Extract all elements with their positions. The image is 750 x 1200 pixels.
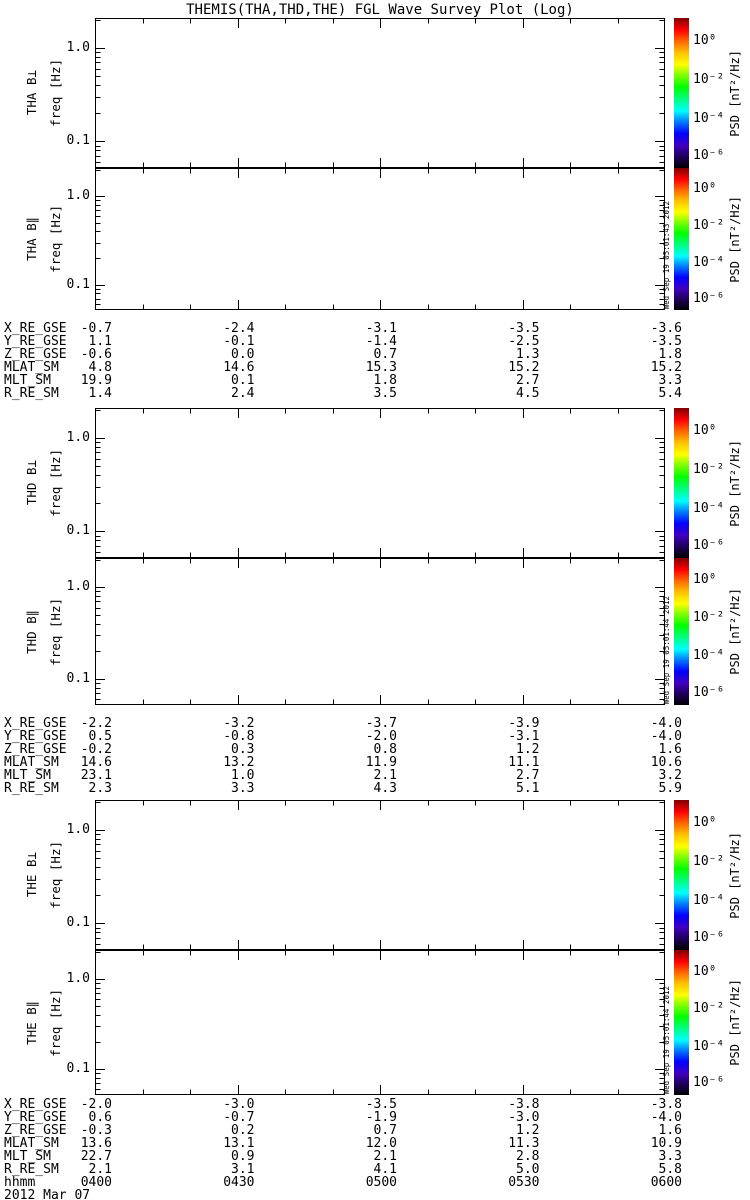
ephemeris-value: 5.1 bbox=[516, 781, 540, 796]
ephemeris-value: 14.6 bbox=[80, 755, 112, 770]
ephemeris-value: 11.3 bbox=[508, 1136, 540, 1151]
colorbar-tick-label: 10⁰ bbox=[693, 32, 717, 48]
panel-label-THD-1-text: THD B∥ bbox=[23, 609, 39, 654]
panel-label-THA-0-text: THA B⊥ bbox=[23, 70, 39, 116]
colorbar-tick-label: 10⁻⁶ bbox=[693, 290, 725, 306]
ephemeris-value: 1.8 bbox=[658, 347, 682, 362]
ephemeris-row-label: MLAT_SM bbox=[4, 360, 59, 375]
psd-axis-label-THE-0-text: PSD [nT²/Hz] bbox=[728, 831, 742, 919]
creation-timestamp-text: Wed Sep 19 05:01:44 2012 bbox=[661, 985, 671, 1094]
ephemeris-value: 1.6 bbox=[658, 1123, 682, 1138]
ephemeris-value: 0.8 bbox=[373, 742, 397, 757]
time-tick-label: 0430 bbox=[223, 1175, 255, 1190]
ephemeris-row-label: R_RE_SM bbox=[4, 781, 59, 796]
ephemeris-value: -3.5 bbox=[650, 334, 682, 349]
freq-tick-label: 1.0 bbox=[66, 821, 90, 837]
ephemeris-value: 4.8 bbox=[88, 360, 112, 375]
colorbar-tick-label: 10⁰ bbox=[693, 181, 717, 197]
ephemeris-value: -3.5 bbox=[365, 1097, 397, 1112]
ephemeris-row-label: Z_RE_GSE bbox=[4, 742, 67, 757]
colorbar-tick-label: 10⁻⁴ bbox=[693, 1039, 725, 1055]
ephemeris-value: -1.4 bbox=[365, 334, 397, 349]
ephemeris-value: 10.9 bbox=[650, 1136, 682, 1151]
colorbar-THE-1 bbox=[674, 950, 689, 1095]
ephemeris-value: -3.7 bbox=[365, 716, 397, 731]
colorbar-tick-label: 10⁰ bbox=[693, 422, 717, 438]
freq-tick-label: 0.1 bbox=[66, 1061, 90, 1077]
ephemeris-row-label: MLAT_SM bbox=[4, 1136, 59, 1151]
spectrogram-panel-THA-0 bbox=[95, 18, 665, 168]
ephemeris-value: 10.6 bbox=[650, 755, 682, 770]
ephemeris-value: -0.6 bbox=[80, 347, 112, 362]
ephemeris-row-label: X_RE_GSE bbox=[4, 1097, 67, 1112]
ephemeris-value: 0.6 bbox=[88, 1110, 112, 1125]
ephemeris-row-label: X_RE_GSE bbox=[4, 321, 67, 336]
freq-tick-label: 1.0 bbox=[66, 970, 90, 986]
ephemeris-value: 0.7 bbox=[373, 1123, 397, 1138]
ephemeris-value: 0.2 bbox=[231, 1123, 255, 1138]
ephemeris-value: -0.7 bbox=[80, 321, 112, 336]
ephemeris-value: 4.5 bbox=[516, 386, 540, 401]
ephemeris-row-label: Z_RE_GSE bbox=[4, 347, 67, 362]
ephemeris-value: 0.1 bbox=[231, 373, 255, 388]
colorbar-THA-0 bbox=[674, 18, 689, 168]
ephemeris-row-label: Z_RE_GSE bbox=[4, 1123, 67, 1138]
ephemeris-value: 19.9 bbox=[80, 373, 112, 388]
colorbar-THD-0 bbox=[674, 408, 689, 558]
ephemeris-value: 2.1 bbox=[373, 1149, 397, 1164]
date-label: 2012 Mar 07 bbox=[4, 1188, 91, 1200]
ephemeris-value: 1.8 bbox=[373, 373, 397, 388]
ephemeris-value: 2.3 bbox=[88, 781, 112, 796]
ephemeris-value: -3.5 bbox=[508, 321, 540, 336]
freq-tick-label: 1.0 bbox=[66, 39, 90, 55]
panel-label-THE-1 bbox=[22, 950, 40, 1095]
spectrogram-panel-THE-0 bbox=[95, 800, 665, 950]
freq-axis-label-THE-0-text: freq [Hz] bbox=[47, 841, 63, 909]
ephemeris-value: 1.1 bbox=[88, 334, 112, 349]
ephemeris-value: 1.2 bbox=[516, 742, 540, 757]
colorbar-THE-0 bbox=[674, 800, 689, 950]
ephemeris-value: 0.5 bbox=[88, 729, 112, 744]
ephemeris-value: 5.4 bbox=[658, 386, 682, 401]
ephemeris-value: 13.1 bbox=[223, 1136, 255, 1151]
freq-tick-label: 0.1 bbox=[66, 670, 90, 686]
ephemeris-row-label: MLT_SM bbox=[4, 373, 51, 388]
ephemeris-value: -3.8 bbox=[650, 1097, 682, 1112]
ephemeris-value: -2.4 bbox=[223, 321, 255, 336]
colorbar-tick-label: 10⁻⁶ bbox=[693, 930, 725, 945]
ephemeris-value: 2.1 bbox=[88, 1162, 112, 1177]
ephemeris-value: 0.9 bbox=[231, 1149, 255, 1164]
ephemeris-value: 4.3 bbox=[373, 781, 397, 796]
colorbar-tick-label: 10⁰ bbox=[693, 572, 717, 588]
time-tick-label: 0530 bbox=[508, 1175, 540, 1190]
creation-timestamp-THD bbox=[661, 558, 671, 705]
ephemeris-value: 5.0 bbox=[516, 1162, 540, 1177]
ephemeris-value: 3.1 bbox=[231, 1162, 255, 1177]
ephemeris-value: 1.0 bbox=[231, 768, 255, 783]
freq-axis-label-THE-1-text: freq [Hz] bbox=[47, 988, 63, 1057]
psd-axis-label-THA-1 bbox=[726, 168, 744, 310]
ephemeris-row-label: MLT_SM bbox=[4, 768, 51, 783]
ephemeris-value: 0.3 bbox=[231, 742, 255, 757]
ephemeris-value: 11.1 bbox=[508, 755, 540, 770]
psd-axis-label-THD-1 bbox=[726, 558, 744, 705]
ephemeris-value: 2.1 bbox=[373, 768, 397, 783]
colorbar-tick-label: 10⁻⁴ bbox=[693, 892, 725, 908]
ephemeris-value: 23.1 bbox=[80, 768, 112, 783]
ephemeris-value: 1.6 bbox=[658, 742, 682, 757]
creation-timestamp-THA bbox=[661, 168, 671, 310]
colorbar-tick-label: 10⁻⁶ bbox=[693, 685, 725, 701]
spectrogram-panel-THA-1 bbox=[95, 168, 665, 310]
ephemeris-value: -3.6 bbox=[650, 321, 682, 336]
ephemeris-row-label: MLAT_SM bbox=[4, 755, 59, 770]
colorbar-tick-label: 10⁻⁶ bbox=[693, 538, 725, 553]
ephemeris-value: 1.3 bbox=[516, 347, 540, 362]
colorbar-tick-label: 10⁻² bbox=[693, 610, 725, 626]
ephemeris-value: -0.2 bbox=[80, 742, 112, 757]
panel-label-THA-0 bbox=[22, 18, 40, 168]
ephemeris-value: -0.3 bbox=[80, 1123, 112, 1138]
ephemeris-value: 1.4 bbox=[88, 386, 112, 401]
ephemeris-value: 13.6 bbox=[80, 1136, 112, 1151]
ephemeris-value: 1.2 bbox=[516, 1123, 540, 1138]
panel-label-THD-0 bbox=[22, 408, 40, 558]
psd-axis-label-THD-1-text: PSD [nT²/Hz] bbox=[728, 588, 742, 675]
ephemeris-value: -4.0 bbox=[650, 1110, 682, 1125]
psd-axis-label-THE-1 bbox=[726, 950, 744, 1095]
ephemeris-row-label: R_RE_SM bbox=[4, 1162, 59, 1177]
ephemeris-value: -3.0 bbox=[223, 1097, 255, 1112]
colorbar-tick-label: 10⁻⁴ bbox=[693, 648, 725, 664]
ephemeris-row-label: Y_RE_GSE bbox=[4, 729, 67, 744]
ephemeris-value: -3.0 bbox=[508, 1110, 540, 1125]
psd-axis-label-THA-0-text: PSD [nT²/Hz] bbox=[728, 49, 742, 137]
colorbar-tick-label: 10⁰ bbox=[693, 963, 717, 979]
ephemeris-value: 5.9 bbox=[658, 781, 682, 796]
ephemeris-value: 3.3 bbox=[231, 781, 255, 796]
ephemeris-value: -2.0 bbox=[80, 1097, 112, 1112]
panel-label-THD-0-text: THD B⊥ bbox=[23, 460, 39, 506]
ephemeris-value: 15.2 bbox=[508, 360, 540, 375]
panel-label-THA-1 bbox=[22, 168, 40, 310]
freq-tick-label: 0.1 bbox=[66, 276, 90, 292]
colorbar-tick-label: 10⁻² bbox=[693, 71, 725, 87]
ephemeris-value: 0.7 bbox=[373, 347, 397, 362]
creation-timestamp-text: Wed Sep 19 05:01:43 2012 bbox=[661, 200, 671, 309]
ephemeris-value: 12.0 bbox=[365, 1136, 397, 1151]
psd-axis-label-THD-0 bbox=[726, 408, 744, 558]
colorbar-tick-label: 10⁻² bbox=[693, 1001, 725, 1017]
ephemeris-row-label: R_RE_SM bbox=[4, 386, 59, 401]
ephemeris-row-label: Y_RE_GSE bbox=[4, 1110, 67, 1125]
psd-axis-label-THE-1-text: PSD [nT²/Hz] bbox=[728, 979, 742, 1066]
ephemeris-value: 3.3 bbox=[658, 1149, 682, 1164]
time-tick-label: 0500 bbox=[365, 1175, 397, 1190]
ephemeris-value: -3.9 bbox=[508, 716, 540, 731]
freq-tick-label: 1.0 bbox=[66, 188, 90, 204]
spectrogram-panel-THE-1 bbox=[95, 950, 665, 1095]
plot-title: THEMIS(THA,THD,THE) FGL Wave Survey Plot (Log) bbox=[186, 2, 574, 18]
ephemeris-value: -4.0 bbox=[650, 716, 682, 731]
ephemeris-value: -4.0 bbox=[650, 729, 682, 744]
ephemeris-value: 3.2 bbox=[658, 768, 682, 783]
ephemeris-value: 0.0 bbox=[231, 347, 255, 362]
ephemeris-value: 22.7 bbox=[80, 1149, 112, 1164]
ephemeris-value: -3.2 bbox=[223, 716, 255, 731]
freq-tick-label: 0.1 bbox=[66, 133, 90, 149]
colorbar-tick-label: 10⁻⁴ bbox=[693, 255, 725, 271]
ephemeris-value: 14.6 bbox=[223, 360, 255, 375]
ephemeris-value: -1.9 bbox=[365, 1110, 397, 1125]
ephemeris-row-label: Y_RE_GSE bbox=[4, 334, 67, 349]
ephemeris-value: 13.2 bbox=[223, 755, 255, 770]
ephemeris-value: -3.1 bbox=[508, 729, 540, 744]
colorbar-THA-1 bbox=[674, 168, 689, 310]
panel-label-THE-1-text: THE B∥ bbox=[23, 1000, 39, 1045]
ephemeris-value: 2.8 bbox=[516, 1149, 540, 1164]
ephemeris-value: -2.5 bbox=[508, 334, 540, 349]
ephemeris-value: -2.2 bbox=[80, 716, 112, 731]
colorbar-tick-label: 10⁻⁶ bbox=[693, 148, 725, 163]
panel-label-THA-1-text: THA B∥ bbox=[23, 217, 39, 261]
spectrogram-panel-THD-0 bbox=[95, 408, 665, 558]
ephemeris-value: -0.7 bbox=[223, 1110, 255, 1125]
psd-axis-label-THA-0 bbox=[726, 18, 744, 168]
time-tick-label: 0400 bbox=[80, 1175, 112, 1190]
freq-tick-label: 1.0 bbox=[66, 579, 90, 595]
ephemeris-value: 15.3 bbox=[365, 360, 397, 375]
psd-axis-label-THA-1-text: PSD [nT²/Hz] bbox=[728, 195, 742, 283]
ephemeris-value: 11.9 bbox=[365, 755, 397, 770]
freq-tick-label: 1.0 bbox=[66, 429, 90, 445]
psd-axis-label-THE-0 bbox=[726, 800, 744, 950]
ephemeris-value: 3.5 bbox=[373, 386, 397, 401]
spectrogram-panel-THD-1 bbox=[95, 558, 665, 705]
ephemeris-value: -3.8 bbox=[508, 1097, 540, 1112]
panel-label-THE-0 bbox=[22, 800, 40, 950]
ephemeris-value: 2.7 bbox=[516, 373, 540, 388]
colorbar-tick-label: 10⁻⁴ bbox=[693, 500, 725, 516]
ephemeris-value: 2.7 bbox=[516, 768, 540, 783]
freq-tick-label: 0.1 bbox=[66, 523, 90, 539]
freq-axis-label-THA-0-text: freq [Hz] bbox=[47, 59, 63, 127]
freq-axis-label-THA-1-text: freq [Hz] bbox=[47, 205, 63, 273]
colorbar-tick-label: 10⁻² bbox=[693, 461, 725, 477]
creation-timestamp-text: Wed Sep 19 05:01:44 2012 bbox=[661, 595, 671, 704]
colorbar-tick-label: 10⁻⁴ bbox=[693, 110, 725, 126]
creation-timestamp-THE bbox=[661, 950, 671, 1095]
time-axis-row-label: hhmm bbox=[4, 1175, 36, 1190]
ephemeris-row-label: X_RE_GSE bbox=[4, 716, 67, 731]
colorbar-tick-label: 10⁻² bbox=[693, 218, 725, 234]
colorbar-tick-label: 10⁻⁶ bbox=[693, 1075, 725, 1091]
freq-axis-label-THD-1-text: freq [Hz] bbox=[47, 597, 63, 666]
ephemeris-value: 5.8 bbox=[658, 1162, 682, 1177]
colorbar-THD-1 bbox=[674, 558, 689, 705]
ephemeris-value: -0.8 bbox=[223, 729, 255, 744]
colorbar-tick-label: 10⁰ bbox=[693, 814, 717, 830]
ephemeris-value: 4.1 bbox=[373, 1162, 397, 1177]
ephemeris-value: -2.0 bbox=[365, 729, 397, 744]
ephemeris-value: -0.1 bbox=[223, 334, 255, 349]
colorbar-tick-label: 10⁻² bbox=[693, 853, 725, 869]
ephemeris-value: 15.2 bbox=[650, 360, 682, 375]
psd-axis-label-THD-0-text: PSD [nT²/Hz] bbox=[728, 439, 742, 527]
panel-label-THD-1 bbox=[22, 558, 40, 705]
freq-axis-label-THD-0-text: freq [Hz] bbox=[47, 449, 63, 517]
ephemeris-row-label: MLT_SM bbox=[4, 1149, 51, 1164]
ephemeris-value: -3.1 bbox=[365, 321, 397, 336]
panel-label-THE-0-text: THE B⊥ bbox=[23, 852, 39, 898]
time-tick-label: 0600 bbox=[650, 1175, 682, 1190]
ephemeris-value: 2.4 bbox=[231, 386, 255, 401]
freq-tick-label: 0.1 bbox=[66, 915, 90, 931]
ephemeris-value: 3.3 bbox=[658, 373, 682, 388]
